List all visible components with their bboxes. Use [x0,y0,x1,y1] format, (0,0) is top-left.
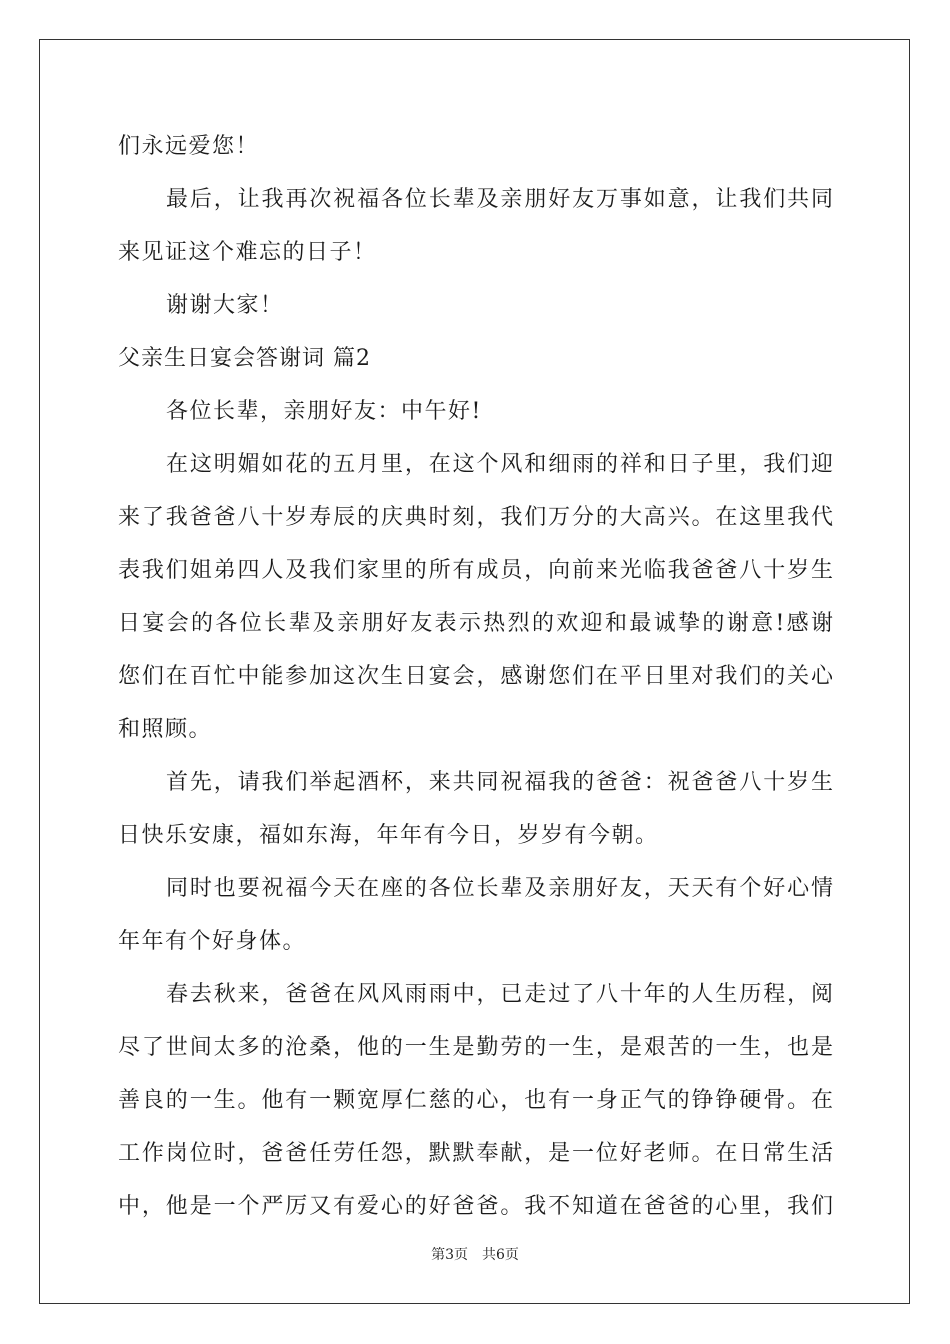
text-line: 各位长辈，亲朋好友：中午好! [166,399,482,424]
text-line: 首先，请我们举起酒杯，来共同祝福我的爸爸：祝爸爸八十岁生 [166,770,833,795]
text-line: 表我们姐弟四人及我们家里的所有成员，向前来光临我爸爸八十岁生 [118,558,833,583]
text-line: 中，他是一个严厉又有爱心的好爸爸。我不知道在爸爸的心里，我们 [118,1194,833,1219]
text-line: 日宴会的各位长辈及亲朋好友表示热烈的欢迎和最诚挚的谢意!感谢 [118,611,833,636]
page-footer [0,1244,950,1264]
text-line: 在这明媚如花的五月里，在这个风和细雨的祥和日子里，我们迎 [166,452,833,477]
text-line: 谢谢大家！ [166,293,284,318]
text-line: 日快乐安康，福如东海，年年有今日，岁岁有今朝。 [118,823,659,848]
text-line: 同时也要祝福今天在座的各位长辈及亲朋好友，天天有个好心情 [166,876,833,901]
text-line: 春去秋来，爸爸在风风雨雨中，已走过了八十年的人生历程，阅 [166,982,833,1007]
text-line: 工作岗位时，爸爸任劳任怨，默默奉献，是一位好老师。在日常生活 [118,1141,833,1166]
page-number: 第3页 [431,1247,468,1263]
text-line: 最后，让我再次祝福各位长辈及亲朋好友万事如意，让我们共同 [166,187,833,212]
text-line: 和照顾。 [118,717,213,742]
text-line: 善良的一生。他有一颗宽厚仁慈的心，也有一身正气的铮铮硬骨。在 [118,1088,833,1113]
document-body [118,120,833,1233]
text-line: 们永远爱您！ [118,134,260,159]
page-total: 共6页 [482,1247,519,1263]
section-heading: 父亲生日宴会答谢词 篇2 [118,346,371,371]
text-line: 来了我爸爸八十岁寿辰的庆典时刻，我们万分的大高兴。在这里我代 [118,505,833,530]
text-line: 尽了世间太多的沧桑，他的一生是勤劳的一生，是艰苦的一生，也是 [118,1035,833,1060]
text-line: 您们在百忙中能参加这次生日宴会，感谢您们在平日里对我们的关心 [118,664,833,689]
text-line: 来见证这个难忘的日子！ [118,240,377,265]
text-line: 年年有个好身体。 [118,929,307,954]
